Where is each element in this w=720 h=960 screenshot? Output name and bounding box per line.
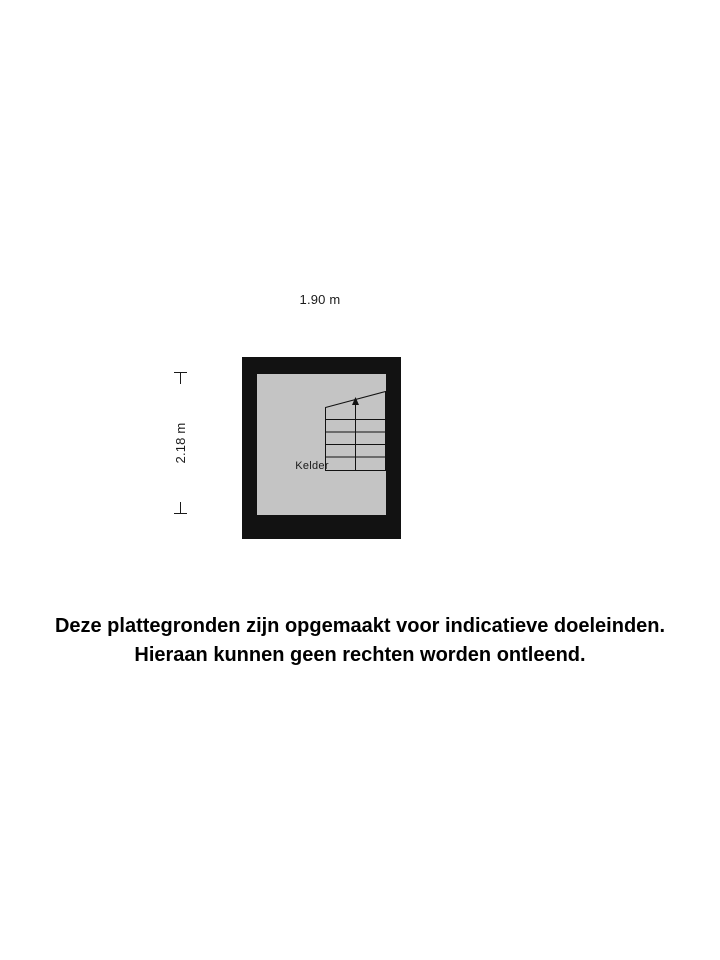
width-dimension-label: 1.90 m <box>256 288 384 312</box>
width-dimension <box>256 288 384 312</box>
dimension-tick-bottom <box>174 513 187 514</box>
disclaimer-line-2: Hieraan kunnen geen rechten worden ontleend. <box>134 644 586 666</box>
staircase-icon <box>325 391 386 471</box>
height-dimension <box>168 372 194 514</box>
disclaimer-line-1: Deze plattegronden zijn opgemaakt voor indicatieve doeleinden. <box>54 615 666 637</box>
room-name-label: Kelder <box>295 460 329 472</box>
room-floor-area <box>257 374 386 515</box>
disclaimer-text <box>0 612 720 670</box>
room-outline-walls <box>242 357 401 539</box>
height-dimension-label: 2.18 m <box>169 384 193 502</box>
dimension-tick-top <box>174 372 187 373</box>
